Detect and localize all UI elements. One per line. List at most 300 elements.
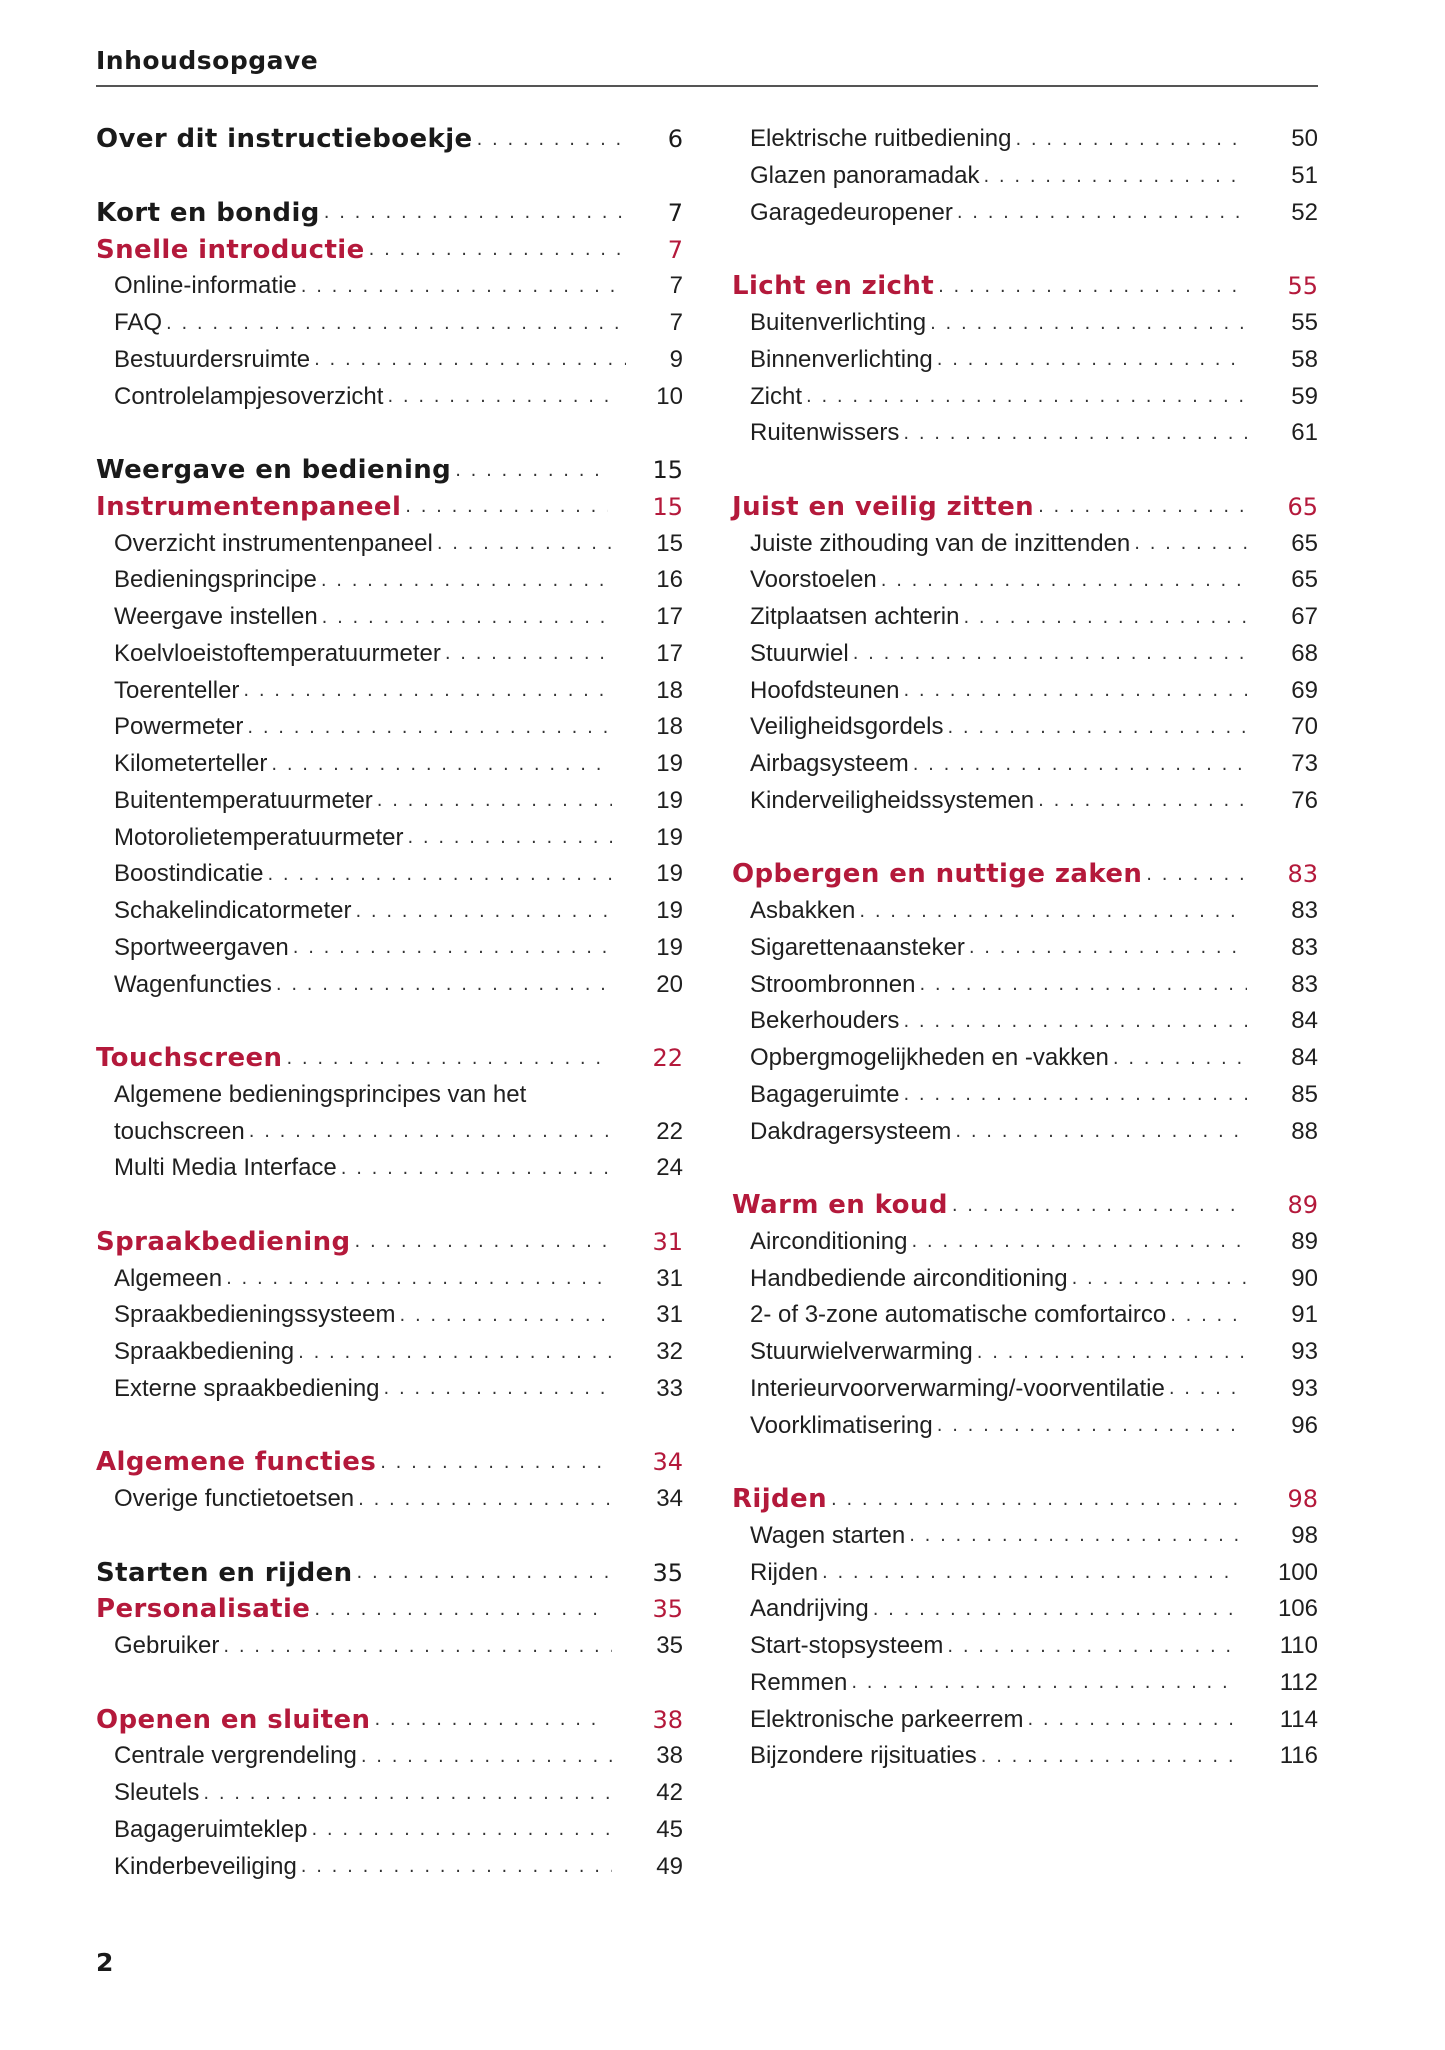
- dot-leader: [384, 1371, 613, 1408]
- dot-leader: [983, 158, 1247, 195]
- header-divider: [96, 85, 1318, 87]
- dot-leader: [369, 231, 624, 268]
- toc-entry-page: 15: [656, 529, 683, 557]
- toc-entry-title: Multi Media Interface: [114, 1154, 337, 1182]
- toc-item-link[interactable]: [732, 1040, 1318, 1077]
- dot-leader: [909, 1518, 1247, 1555]
- toc-entry-title: Sleutels: [114, 1779, 200, 1807]
- toc-entry-page: 76: [1291, 786, 1318, 814]
- toc-entry-title: Externe spraakbediening: [114, 1374, 380, 1402]
- toc-entry-page: 89: [1287, 1191, 1318, 1220]
- dot-leader: [361, 1738, 612, 1775]
- dot-leader: [903, 672, 1247, 709]
- toc-entry-page: 34: [656, 1485, 683, 1513]
- toc-entry-title: Warm en koud: [732, 1190, 948, 1221]
- toc-item-link[interactable]: [96, 378, 683, 415]
- dot-leader: [963, 599, 1247, 636]
- toc-entry-title: Elektronische parkeerrem: [750, 1705, 1024, 1733]
- dot-leader: [387, 378, 612, 415]
- toc-entry-page: 65: [1291, 566, 1318, 594]
- toc-entry-title: Sportweergaven: [114, 933, 289, 961]
- toc-entry-page: 9: [669, 345, 683, 373]
- dot-leader: [859, 893, 1247, 930]
- toc-spacer: [732, 1444, 1318, 1481]
- toc-entry-title: Instrumentenpaneel: [96, 491, 402, 522]
- dot-leader: [1072, 1260, 1248, 1297]
- dot-leader: [267, 856, 612, 893]
- toc-entry-title: Online-informatie: [114, 272, 297, 300]
- dot-leader: [969, 930, 1247, 967]
- toc-item-link[interactable]: [96, 305, 683, 342]
- toc-entry-title: Stroombronnen: [750, 970, 916, 998]
- toc-item-link[interactable]: [732, 305, 1318, 342]
- toc-item-link[interactable]: [732, 930, 1318, 967]
- toc-entry-title: FAQ: [114, 309, 163, 337]
- toc-entry-title: Centrale vergrendeling: [114, 1742, 357, 1770]
- dot-leader: [831, 1481, 1243, 1518]
- toc-entry-page: 85: [1291, 1080, 1318, 1108]
- toc-item-link[interactable]: [732, 342, 1318, 379]
- toc-entry-title: Stuurwiel: [750, 639, 849, 667]
- toc-entry-page: 38: [656, 1742, 683, 1770]
- toc-item-link[interactable]: [732, 525, 1318, 562]
- dot-leader: [405, 489, 608, 526]
- toc-item-link[interactable]: [96, 930, 683, 967]
- toc-entry-title: touchscreen: [114, 1117, 245, 1145]
- toc-entry-page: 19: [656, 933, 683, 961]
- dot-leader: [455, 452, 608, 489]
- toc-entry-page: 19: [656, 750, 683, 778]
- toc-item-link[interactable]: [96, 1812, 683, 1849]
- toc-item-link[interactable]: [732, 1554, 1318, 1591]
- toc-entry-page: 83: [1291, 897, 1318, 925]
- toc-entry-title: Opbergmogelijkheden en -vakken: [750, 1044, 1109, 1072]
- toc-item-link[interactable]: [732, 1665, 1318, 1702]
- dot-leader: [903, 1003, 1247, 1040]
- dot-leader: [955, 1113, 1247, 1150]
- toc-entry-title: Zitplaatsen achterin: [750, 603, 960, 631]
- toc-item-link[interactable]: [96, 562, 683, 599]
- toc-item-link[interactable]: [732, 783, 1318, 820]
- toc-item-link[interactable]: [96, 709, 683, 746]
- dot-leader: [1038, 489, 1243, 526]
- toc-entry-page: 65: [1291, 529, 1318, 557]
- toc-spacer: [96, 158, 683, 195]
- toc-chapter-link[interactable]: [96, 452, 683, 489]
- toc-item-link[interactable]: [732, 599, 1318, 636]
- toc-item-link[interactable]: [732, 378, 1318, 415]
- toc-section-link[interactable]: [96, 1444, 683, 1481]
- toc-entry-title: 2- of 3-zone automatische comfortairco: [750, 1301, 1167, 1329]
- toc-spacer: [96, 1003, 683, 1040]
- toc-entry-title: Wagenfuncties: [114, 970, 272, 998]
- toc-spacer: [96, 1187, 683, 1224]
- dot-leader: [400, 1297, 613, 1334]
- dot-leader: [1027, 1701, 1235, 1738]
- toc-entry-page: 38: [652, 1705, 683, 1734]
- toc-item-link[interactable]: [732, 746, 1318, 783]
- toc-right-column: [732, 121, 1318, 1775]
- toc-item-link[interactable]: [732, 1371, 1318, 1408]
- toc-item-link[interactable]: [96, 1371, 683, 1408]
- toc-entry-title: Aandrijving: [750, 1595, 869, 1623]
- toc-entry-page: 70: [1291, 713, 1318, 741]
- toc-entry-page: 50: [1291, 125, 1318, 153]
- toc-entry-page: 6: [667, 125, 683, 154]
- toc-entry-page: 18: [656, 713, 683, 741]
- toc-entry-page: 96: [1291, 1411, 1318, 1439]
- dot-leader: [1134, 525, 1247, 562]
- toc-entry-title: Rijden: [750, 1558, 819, 1586]
- toc-entry-title: Algemeen: [114, 1264, 223, 1292]
- toc-left-column: [96, 121, 683, 1885]
- toc-entry-page: 98: [1291, 1521, 1318, 1549]
- toc-entry-page: 16: [656, 566, 683, 594]
- toc-item-link[interactable]: [96, 966, 683, 1003]
- dot-leader: [286, 1040, 608, 1077]
- toc-entry-title: Sigarettenaansteker: [750, 933, 965, 961]
- toc-item-link[interactable]: [732, 636, 1318, 673]
- toc-section-link[interactable]: [732, 856, 1318, 893]
- toc-item-link[interactable]: [732, 415, 1318, 452]
- dot-leader: [938, 268, 1243, 305]
- toc-entry-title: Koelvloeistoftemperatuurmeter: [114, 639, 441, 667]
- dot-leader: [881, 562, 1248, 599]
- toc-entry-title: Overige functietoetsen: [114, 1485, 355, 1513]
- toc-spacer: [732, 231, 1318, 268]
- toc-entry-page: 55: [1287, 272, 1318, 301]
- toc-entry-title: Buitentemperatuurmeter: [114, 786, 373, 814]
- dot-leader: [166, 305, 626, 342]
- toc-item-link[interactable]: [96, 1297, 683, 1334]
- toc-entry-title: Schakelindicatormeter: [114, 897, 352, 925]
- toc-entry-page: 31: [656, 1301, 683, 1329]
- toc-item-link[interactable]: [96, 1738, 683, 1775]
- toc-entry-title: Kinderveiligheidssystemen: [750, 786, 1035, 814]
- dot-leader: [341, 1150, 613, 1187]
- toc-section-link[interactable]: [732, 1481, 1318, 1518]
- toc-entry-page: 15: [652, 492, 683, 521]
- toc-entry-page: 90: [1291, 1264, 1318, 1292]
- dot-leader: [243, 672, 612, 709]
- dot-leader: [301, 1848, 613, 1885]
- dot-leader: [937, 342, 1248, 379]
- toc-item-link[interactable]: [96, 525, 683, 562]
- toc-entry-page: 19: [656, 786, 683, 814]
- toc-item-link[interactable]: [96, 1848, 683, 1885]
- dot-leader: [293, 930, 613, 967]
- toc-entry-page: 112: [1279, 1668, 1318, 1696]
- toc-item-link[interactable]: [96, 1628, 683, 1665]
- toc-entry-page: 20: [656, 970, 683, 998]
- toc-entry-page: 93: [1291, 1338, 1318, 1366]
- dot-leader: [903, 1077, 1247, 1114]
- toc-entry-page: 45: [656, 1815, 683, 1843]
- toc-entry-page: 89: [1291, 1227, 1318, 1255]
- toc-item-link[interactable]: [96, 783, 683, 820]
- toc-item-link[interactable]: [96, 672, 683, 709]
- toc-entry-page: 100: [1277, 1558, 1318, 1586]
- toc-item-link[interactable]: [96, 1481, 683, 1518]
- dot-leader: [203, 1775, 612, 1812]
- dot-leader: [321, 562, 612, 599]
- toc-section-link[interactable]: [732, 489, 1318, 526]
- toc-entry-title: Kinderbeveiliging: [114, 1852, 297, 1880]
- dot-leader: [437, 525, 612, 562]
- toc-entry-page: 22: [656, 1117, 683, 1145]
- dot-leader: [952, 1187, 1244, 1224]
- dot-leader: [249, 1113, 613, 1150]
- toc-item-link[interactable]: [96, 1260, 683, 1297]
- toc-entry-page: 31: [656, 1264, 683, 1292]
- dot-leader: [937, 1407, 1248, 1444]
- toc-item-link[interactable]: [96, 1077, 683, 1114]
- toc-item-link[interactable]: [732, 1003, 1318, 1040]
- toc-entry-title: Gebruiker: [114, 1632, 220, 1660]
- toc-chapter-link[interactable]: [96, 1554, 683, 1591]
- toc-chapter-link[interactable]: [96, 121, 683, 158]
- dot-leader: [247, 709, 612, 746]
- dot-leader: [806, 378, 1247, 415]
- dot-leader: [957, 195, 1247, 232]
- toc-item-link[interactable]: [96, 819, 683, 856]
- toc-section-link[interactable]: [96, 1224, 683, 1261]
- toc-entry-page: 73: [1291, 750, 1318, 778]
- toc-entry-title: Binnenverlichting: [750, 345, 933, 373]
- toc-entry-page: 106: [1277, 1595, 1318, 1623]
- toc-item-link[interactable]: [96, 342, 683, 379]
- toc-entry-title: Spraakbediening: [96, 1226, 351, 1257]
- toc-spacer: [96, 1518, 683, 1555]
- toc-entry-title: Snelle introductie: [96, 234, 365, 265]
- toc-spacer: [96, 1407, 683, 1444]
- toc-spacer: [732, 1150, 1318, 1187]
- toc-entry-page: 7: [667, 235, 683, 264]
- toc-entry-title: Algemene bedieningsprincipes van het: [114, 1080, 527, 1108]
- toc-entry-title: Personalisatie: [96, 1594, 311, 1625]
- toc-item-link[interactable]: [96, 1150, 683, 1187]
- toc-item-link[interactable]: [732, 1297, 1318, 1334]
- toc-entry-page: 83: [1291, 970, 1318, 998]
- toc-item-link[interactable]: [732, 158, 1318, 195]
- toc-item-link[interactable]: [96, 856, 683, 893]
- dot-leader: [913, 746, 1248, 783]
- toc-entry-page: 68: [1291, 639, 1318, 667]
- toc-item-link[interactable]: [732, 893, 1318, 930]
- toc-item-link[interactable]: [732, 1077, 1318, 1114]
- toc-entry-page: 83: [1291, 933, 1318, 961]
- toc-item-link[interactable]: [732, 672, 1318, 709]
- toc-entry-page: 61: [1291, 419, 1318, 447]
- toc-entry-title: Toerenteller: [114, 676, 240, 704]
- toc-entry-title: Voorklimatisering: [750, 1411, 933, 1439]
- dot-leader: [919, 966, 1247, 1003]
- dot-leader: [873, 1591, 1234, 1628]
- toc-item-link[interactable]: [96, 746, 683, 783]
- toc-item-link[interactable]: [732, 1113, 1318, 1150]
- toc-item-link[interactable]: [96, 1775, 683, 1812]
- toc-section-link[interactable]: [96, 1701, 683, 1738]
- dot-leader: [226, 1260, 612, 1297]
- toc-item-link[interactable]: [732, 1407, 1318, 1444]
- toc-item-link[interactable]: [732, 121, 1318, 158]
- toc-entry-title: Stuurwielverwarming: [750, 1338, 973, 1366]
- toc-entry-page: 24: [656, 1154, 683, 1182]
- toc-item-link[interactable]: [732, 1628, 1318, 1665]
- toc-entry-page: 110: [1279, 1632, 1318, 1660]
- toc-entry-page: 114: [1279, 1705, 1318, 1733]
- toc-entry-title: Spraakbediening: [114, 1338, 295, 1366]
- toc-item-link[interactable]: [732, 966, 1318, 1003]
- toc-entry-page: 69: [1291, 676, 1318, 704]
- dot-leader: [1113, 1040, 1247, 1077]
- toc-entry-page: 52: [1291, 198, 1318, 226]
- toc-spacer: [96, 415, 683, 452]
- toc-item-link[interactable]: [96, 636, 683, 673]
- toc-spacer: [732, 819, 1318, 856]
- toc-section-link[interactable]: [96, 1591, 683, 1628]
- toc-entry-page: 51: [1291, 162, 1318, 190]
- toc-entry-title: Veiligheidsgordels: [750, 713, 944, 741]
- toc-entry-title: Licht en zicht: [732, 271, 935, 302]
- toc-entry-title: Juist en veilig zitten: [732, 491, 1035, 522]
- toc-entry-title: Bagageruimteklep: [114, 1815, 308, 1843]
- toc-item-link[interactable]: [96, 893, 683, 930]
- toc-entry-title: Ruitenwissers: [750, 419, 900, 447]
- toc-item-link[interactable]: [732, 195, 1318, 232]
- toc-item-link[interactable]: [732, 709, 1318, 746]
- dot-leader: [380, 1444, 608, 1481]
- toc-entry-title: Openen en sluiten: [96, 1704, 371, 1735]
- toc-entry-page: 59: [1291, 382, 1318, 410]
- toc-entry-title: Wagen starten: [750, 1521, 906, 1549]
- toc-item-link[interactable]: [732, 1701, 1318, 1738]
- toc-entry-page: 58: [1291, 345, 1318, 373]
- toc-item-link[interactable]: [96, 268, 683, 305]
- toc-entry-title: Weergave en bediening: [96, 455, 452, 486]
- toc-entry-page: 34: [652, 1448, 683, 1477]
- toc-entry-title: Touchscreen: [96, 1043, 283, 1074]
- page-title: Inhoudsopgave: [96, 46, 319, 75]
- toc-item-link[interactable]: [732, 1518, 1318, 1555]
- toc-entry-page: 88: [1291, 1117, 1318, 1145]
- toc-section-link[interactable]: [96, 489, 683, 526]
- toc-entry-page: 35: [652, 1595, 683, 1624]
- toc-item-link[interactable]: [732, 562, 1318, 599]
- toc-section-link[interactable]: [732, 1187, 1318, 1224]
- toc-entry-page: 17: [656, 603, 683, 631]
- toc-entry-title: Airconditioning: [750, 1227, 908, 1255]
- dot-leader: [374, 1701, 608, 1738]
- dot-leader: [276, 966, 612, 1003]
- dot-leader: [477, 121, 624, 158]
- toc-item-link[interactable]: [732, 1260, 1318, 1297]
- toc-entry-page: 15: [652, 456, 683, 485]
- toc-entry-page: 116: [1279, 1742, 1318, 1770]
- toc-entry-title: Algemene functies: [96, 1447, 377, 1478]
- toc-item-link[interactable]: [732, 1591, 1318, 1628]
- toc-entry-page: 33: [656, 1374, 683, 1402]
- dot-leader: [314, 1591, 608, 1628]
- toc-section-link[interactable]: [96, 231, 683, 268]
- toc-item-link[interactable]: [732, 1738, 1318, 1775]
- toc-item-link[interactable]: [732, 1334, 1318, 1371]
- toc-entry-title: Motorolietemperatuurmeter: [114, 823, 404, 851]
- toc-entry-page: 7: [669, 272, 683, 300]
- toc-entry-title: Bestuurdersruimte: [114, 345, 311, 373]
- dot-leader: [947, 709, 1247, 746]
- dot-leader: [223, 1628, 612, 1665]
- dot-leader: [357, 1554, 609, 1591]
- toc-entry-title: Hoofdsteunen: [750, 676, 900, 704]
- dot-leader: [311, 1812, 612, 1849]
- toc-entry-title: Buitenverlichting: [750, 309, 927, 337]
- toc-entry-title: Overzicht instrumentenpaneel: [114, 529, 433, 557]
- toc-entry-title: Garagedeuropener: [750, 198, 953, 226]
- toc-entry-title: Interieurvoorverwarming/-voorventilatie: [750, 1374, 1165, 1402]
- toc-entry-title: Bekerhouders: [750, 1007, 900, 1035]
- toc-entry-page: 17: [656, 639, 683, 667]
- dot-leader: [377, 783, 613, 820]
- toc-entry-title: Bagageruimte: [750, 1080, 900, 1108]
- dot-leader: [407, 819, 612, 856]
- toc-entry-page: 32: [656, 1338, 683, 1366]
- dot-leader: [947, 1628, 1235, 1665]
- dot-leader: [822, 1554, 1234, 1591]
- toc-entry-title: Opbergen en nuttige zaken: [732, 859, 1143, 890]
- toc-entry-page: 35: [652, 1558, 683, 1587]
- toc-entry-page: 55: [1291, 309, 1318, 337]
- dot-leader: [271, 746, 612, 783]
- toc-entry-title: Voorstoelen: [750, 566, 877, 594]
- toc-entry-title: Zicht: [750, 382, 803, 410]
- toc-entry-title: Weergave instellen: [114, 603, 318, 631]
- page-number: 2: [96, 1948, 114, 1977]
- toc-item-link[interactable]: [96, 599, 683, 636]
- dot-leader: [1146, 856, 1243, 893]
- toc-entry-title: Over dit instructieboekje: [96, 124, 473, 155]
- dot-leader: [903, 415, 1247, 452]
- toc-entry-title: Elektrische ruitbediening: [750, 125, 1012, 153]
- toc-entry-page: 19: [656, 897, 683, 925]
- toc-entry-page: 31: [652, 1227, 683, 1256]
- dot-leader: [530, 1077, 639, 1114]
- toc-section-link[interactable]: [732, 268, 1318, 305]
- toc-entry-title: Remmen: [750, 1668, 848, 1696]
- toc-section-link[interactable]: [96, 1040, 683, 1077]
- toc-item-link[interactable]: [732, 1224, 1318, 1261]
- dot-leader: [911, 1224, 1247, 1261]
- toc-entry-title: Kort en bondig: [96, 197, 320, 228]
- dot-leader: [301, 268, 626, 305]
- toc-entry-title: Powermeter: [114, 713, 244, 741]
- toc-entry-page: 84: [1291, 1007, 1318, 1035]
- dot-leader: [977, 1334, 1248, 1371]
- toc-chapter-link[interactable]: [96, 195, 683, 232]
- toc-entry-page: 65: [1287, 492, 1318, 521]
- toc-item-link[interactable]: [96, 1334, 683, 1371]
- toc-entry-page: 42: [656, 1779, 683, 1807]
- toc-item-link[interactable]: [96, 1113, 683, 1150]
- dot-leader: [1169, 1371, 1247, 1408]
- toc-entry-page: 19: [656, 860, 683, 888]
- toc-entry-title: Kilometerteller: [114, 750, 268, 778]
- toc-entry-page: 84: [1291, 1044, 1318, 1072]
- toc-entry-title: Bijzondere rijsituaties: [750, 1742, 977, 1770]
- dot-leader: [1015, 121, 1247, 158]
- toc-entry-page: 67: [1291, 603, 1318, 631]
- toc-entry-title: Starten en rijden: [96, 1557, 353, 1588]
